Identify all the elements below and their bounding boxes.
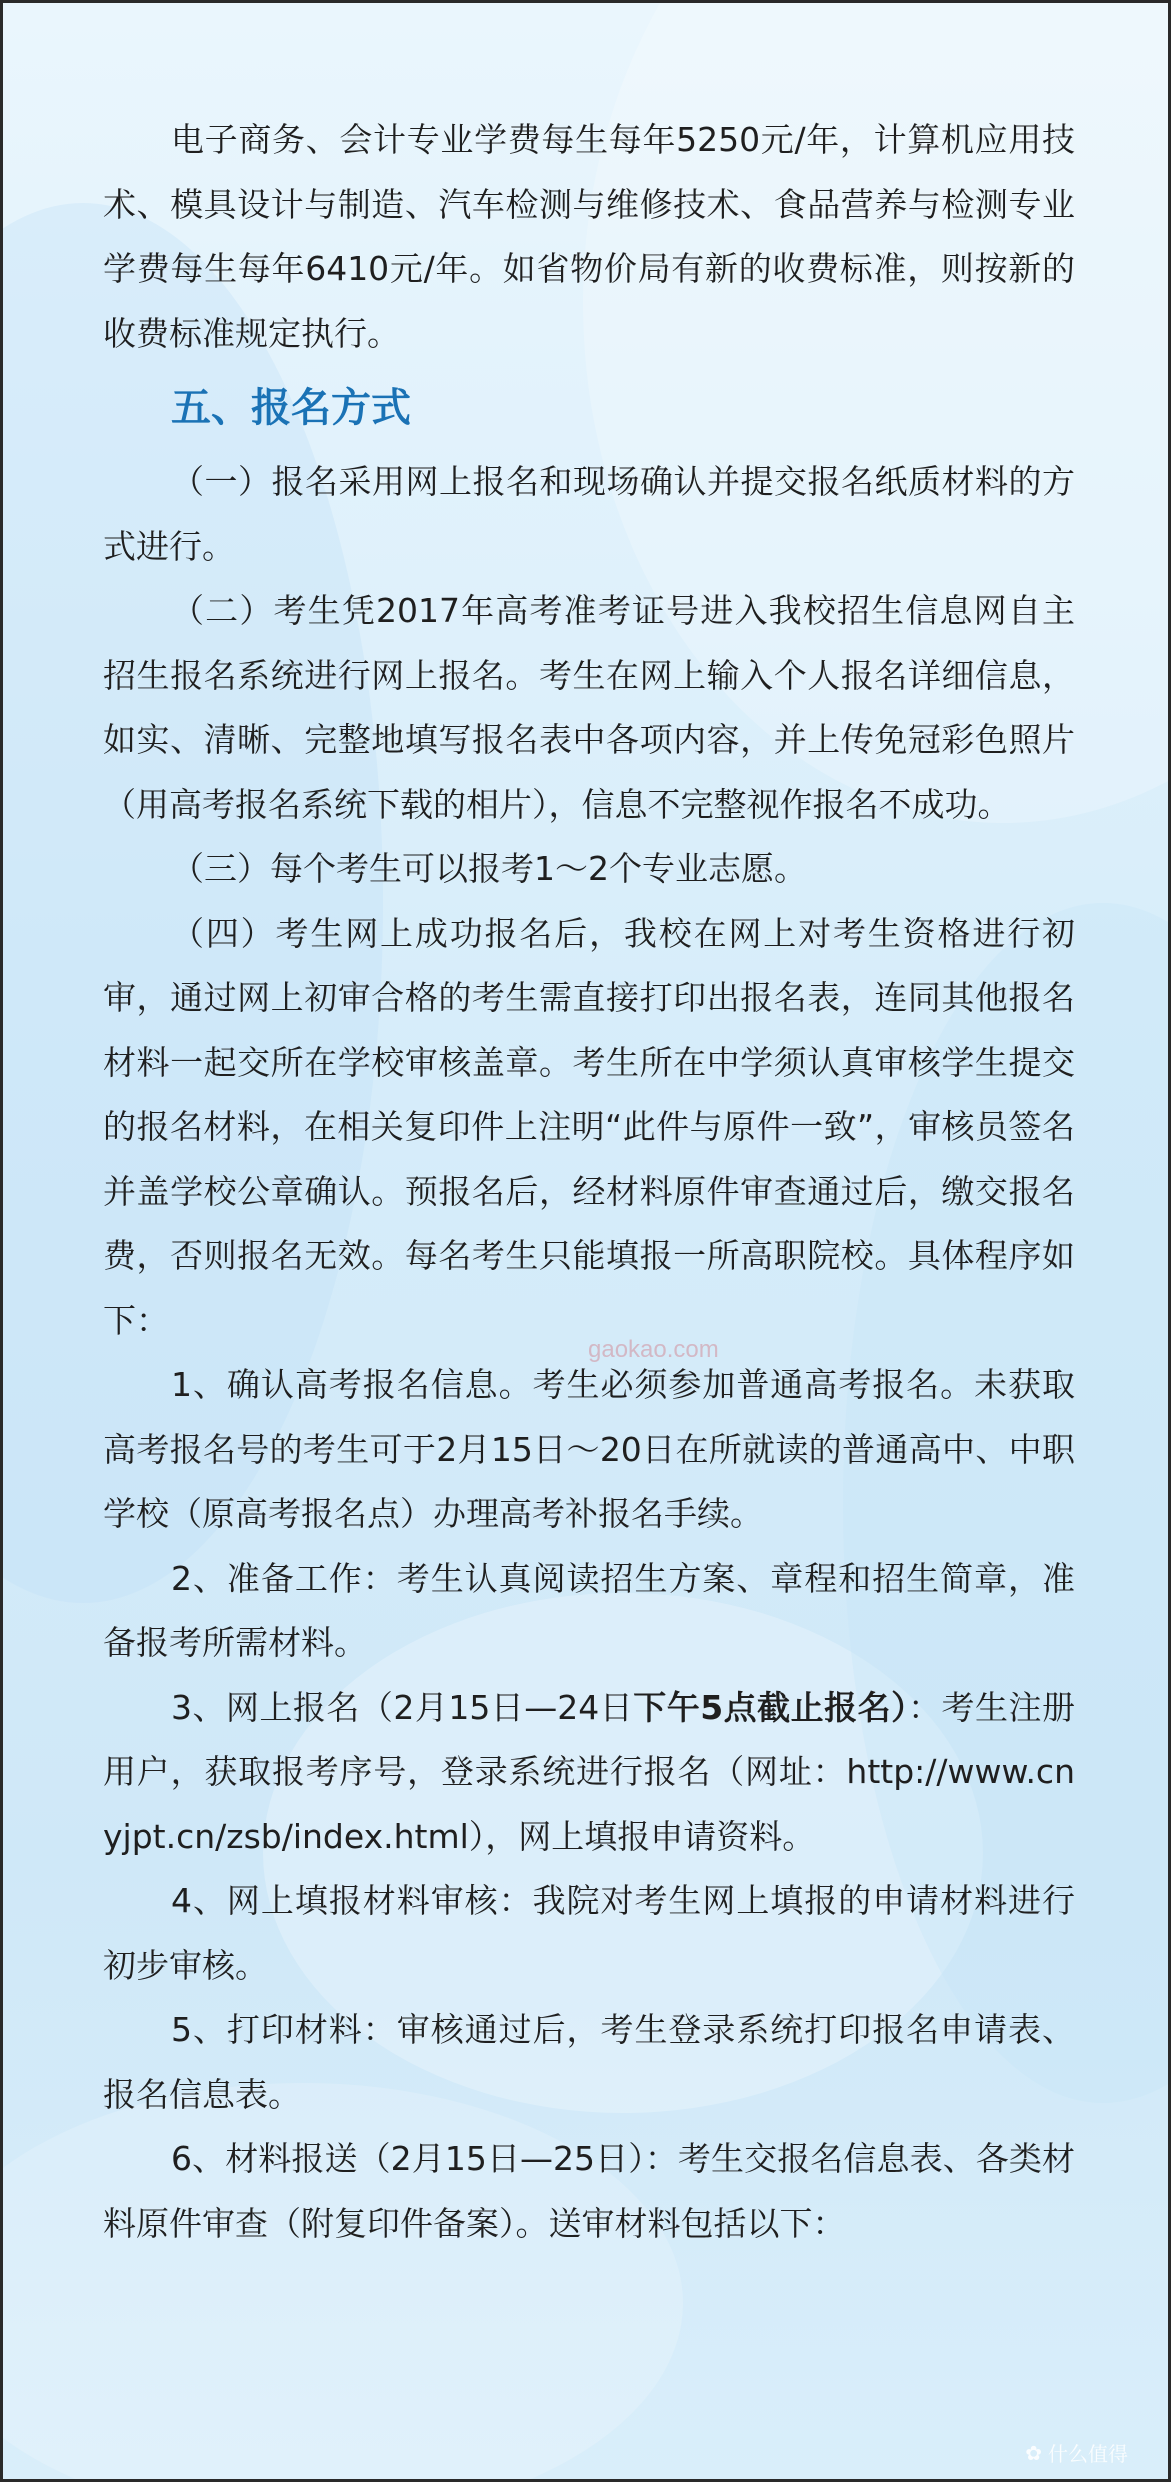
document-body [103,108,1075,2256]
step-6-paragraph: 6、材料报送（2月15日—25日）：考生交报名信息表、各类材料原件审查（附复印件备案）。送审材料包括以下： [103,2139,1075,2243]
item-4-paragraph: （四）考生网上成功报名后，我校在网上对考生资格进行初审，通过网上初审合格的考生需直接打印出报名表，连同其他报名材料一起交所在学校审核盖章。考生所在中学须认真审核学生提交的报名材料，在相关复印件上注明“此件与原件一致”，审核员签名并盖学校公章确认。预报名后，经材料原件审查通过后，缴交报名费，否则报名无效。每名考生只能填报一所高职院校。具体程序如下： [103,913,1075,1340]
corner-logo [1025,2438,1128,2467]
watermark: gaokao.com [588,1336,719,1363]
step-3-paragraph [103,1676,1075,1870]
corner-logo-text: 什么值得 [1048,2442,1128,2466]
step-1-paragraph: 1、确认高考报名信息。考生必须参加普通高考报名。未获取高考报名号的考生可于2月15日～20日在所就读的普通高中、中职学校（原高考报名点）办理高考补报名手续。 [103,1365,1075,1533]
item-1-paragraph: （一）报名采用网上报名和现场确认并提交报名纸质材料的方式进行。 [103,462,1075,566]
fees-paragraph: 电子商务、会计专业学费每生每年5250元/年，计算机应用技术、模具设计与制造、汽车检测与维修技术、食品营养与检测专业学费每生每年6410元/年。如省物价局有新的收费标准，则按新的收费标准规定执行。 [103,120,1075,353]
step-3-suffix: ：考生注册用户，获取报考序号，登录系统进行报名（网址：http://www.cnyjpt.cn/zsb/index.html），网上填报申请资料。 [103,1687,1075,1856]
step-2-paragraph: 2、准备工作：考生认真阅读招生方案、章程和招生简章，准备报考所需材料。 [103,1558,1075,1662]
section-title: 五、报名方式 [171,385,411,431]
step-4-paragraph: 4、网上填报材料审核：我院对考生网上填报的申请材料进行初步审核。 [103,1881,1075,1985]
item-2-paragraph: （二）考生凭2017年高考准考证号进入我校招生信息网自主招生报名系统进行网上报名。考生在网上输入个人报名详细信息，如实、清晰、完整地填写报名表中各项内容，并上传免冠彩色照片（用高考报名系统下载的相片），信息不完整视作报名不成功。 [103,591,1075,824]
item-3-paragraph: （三）每个考生可以报考1～2个专业志愿。 [171,849,807,888]
step-3-prefix: 3、网上报名（2月15日—24日 [171,1687,634,1727]
step-5-paragraph: 5、打印材料：审核通过后，考生登录系统打印报名申请表、报名信息表。 [103,2010,1075,2114]
logo-icon: ✿ [1025,2440,1042,2465]
step-3-deadline-bold: 下午5点截止报名） [633,1687,909,1727]
